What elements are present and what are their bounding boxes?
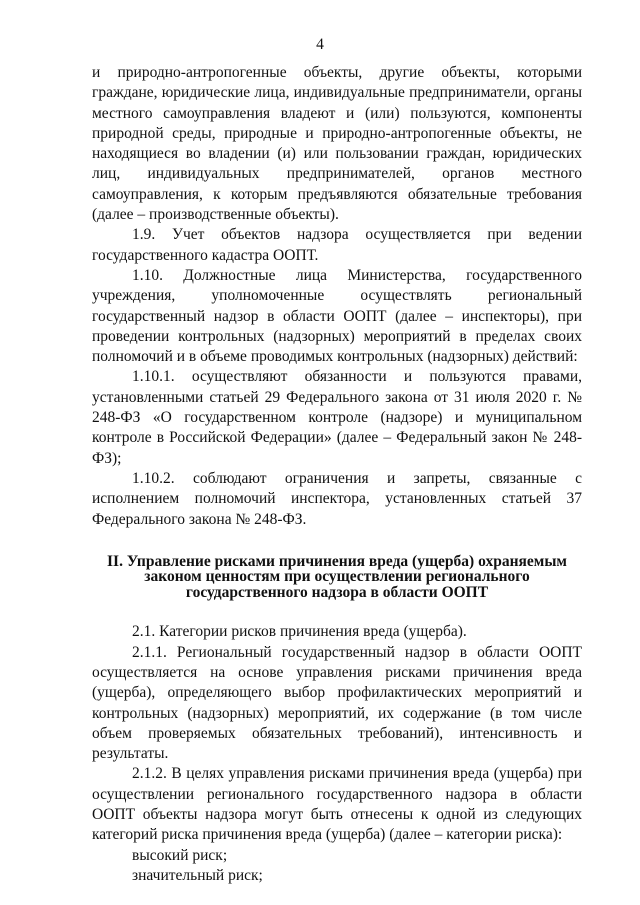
paragraph-1-9: 1.9. Учет объектов надзора осуществляется при ведении государственного кадастра ООПТ. bbox=[92, 226, 582, 264]
risk-category-item: значительный риск; bbox=[132, 866, 263, 884]
document-body bbox=[92, 63, 582, 886]
paragraph-2-1-2: 2.1.2. В целях управления рисками причинения вреда (ущерба) при осуществлении регионального государственного надзора в области ООПТ объекты надзора могут быть отнесены к одной из следующих категорий риска причинения вреда (ущерба) (далее – категории риска): bbox=[92, 765, 582, 844]
paragraph-1-10-2: 1.10.2. соблюдают ограничения и запреты, связанные с исполнением полномочий инспектора, установленных статьей 37 Федерального закона № 248-ФЗ. bbox=[92, 469, 582, 528]
paragraph-continuation: и природно-антропогенные объекты, другие объекты, которыми граждане, юридические лица, индивидуальные предприниматели, органы местного самоуправления владеют и (или) пользуются, компоненты природной среды, природные и природно-антропогенные объекты, не находящиеся во владении (и) или пользовании граждан, юридических лиц, индивидуальных предпринимателей, органов местного самоуправления, к которым предъявляются обязательные требования (далее – производственные объекты). bbox=[92, 64, 582, 224]
paragraph-2-1: 2.1. Категории рисков причинения вреда (ущерба). bbox=[132, 623, 467, 641]
risk-category-item: высокий риск; bbox=[132, 846, 228, 864]
paragraph-2-1-1: 2.1.1. Региональный государственный надзор в области ООПТ осуществляется на основе управления рисками причинения вреда (ущерба), определяющего выбор профилактических мероприятий и контрольных (надзорных) мероприятий, их содержание (в том числе объем проверяемых обязательных требований), интенсивность и результаты. bbox=[92, 643, 582, 763]
section-heading: II. Управление рисками причинения вреда (ущерба) охраняемым законом ценностям при осуществлении регионального государственного надзора в области ООПТ bbox=[107, 552, 567, 601]
paragraph-1-10: 1.10. Должностные лица Министерства, государственного учреждения, уполномоченные осуществлять региональный государственный надзор в области ООПТ (далее – инспекторы), при проведении контрольных (надзорных) мероприятий в пределах своих полномочий и в объеме проводимых контрольных (надзорных) действий: bbox=[92, 266, 582, 366]
page-number: 4 bbox=[316, 36, 324, 53]
paragraph-1-10-1: 1.10.1. осуществляют обязанности и пользуются правами, установленными статьей 29 Федерального закона от 31 июля 2020 г. № 248-ФЗ «О государственном контроле (надзоре) и муниципальном контроле в Российской Федерации» (далее – Федеральный закон № 248-ФЗ); bbox=[92, 368, 582, 467]
